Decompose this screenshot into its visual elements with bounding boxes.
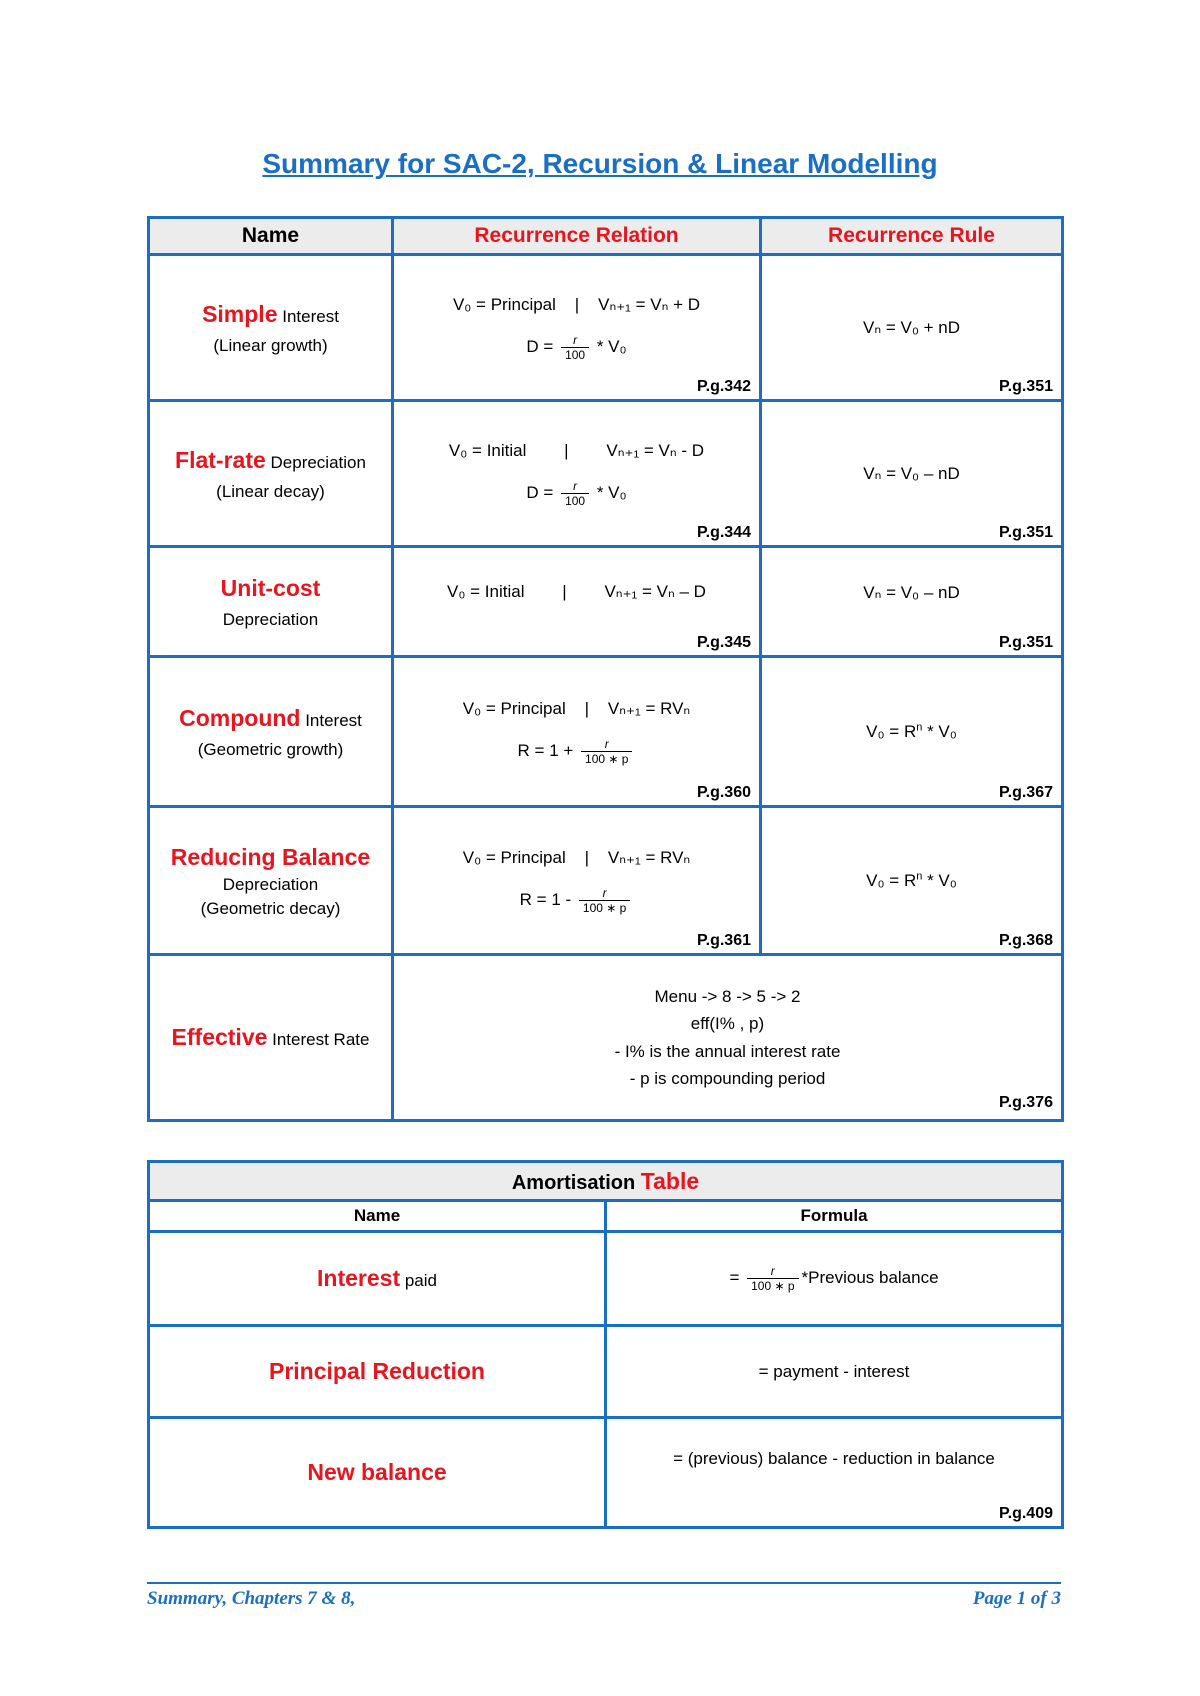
footer-divider [147, 1582, 1061, 1584]
recurrence-summary-table [147, 216, 1064, 1122]
formula-cell: = payment - interest [606, 1326, 1063, 1418]
fraction: $\frac{r}{100 ∗ p}$ [747, 1265, 798, 1292]
page-reference: P.g.342 [697, 378, 751, 395]
page-title: Summary for SAC-2, Recursion & Linear Modelling [262, 148, 938, 179]
rule-text: Vₙ = V₀ + nD [863, 317, 960, 337]
amortisation-table [147, 1160, 1064, 1529]
relation-formula: D = $\frac{r}{100}$ * V₀ [526, 332, 627, 362]
name-highlight: Compound [179, 704, 301, 731]
relation-line: V₀ = Principal | Vₙ₊₁ = RVₙ [462, 847, 691, 867]
page-reference: P.g.361 [697, 932, 751, 949]
row-name [149, 401, 393, 547]
page-reference: P.g.351 [999, 378, 1053, 395]
page-reference: P.g.376 [999, 1094, 1053, 1112]
formula-cell: = (previous) balance - reduction in balance P.g.409 [606, 1418, 1063, 1528]
rule-text: Vₙ = V₀ – nD [863, 463, 960, 483]
header-recurrence-relation: Recurrence Relation [393, 218, 761, 255]
effective-line: eff(I% , p) [690, 1014, 765, 1034]
table-row [149, 255, 1063, 401]
name-rest: Interest [277, 306, 339, 326]
effective-line: - I% is the annual interest rate [614, 1041, 841, 1061]
name-sub: (Linear decay) [216, 482, 325, 502]
recurrence-relation-cell [393, 401, 761, 547]
name-sub: (Geometric decay) [200, 898, 341, 918]
name-highlight: Unit-cost [220, 574, 321, 601]
recurrence-rule-cell [761, 807, 1063, 955]
relation-formula: R = 1 - $\frac{r}{100 ∗ p}$ [394, 887, 759, 914]
rule-text: $V_0 = R^n * V_0$ [866, 721, 957, 741]
page-reference: P.g.345 [697, 634, 751, 651]
relation-line: V₀ = Principal | Vₙ₊₁ = Vₙ + D [452, 294, 701, 314]
name-sub: Depreciation [222, 610, 319, 630]
row-name: New balance [149, 1418, 606, 1528]
table-row [149, 401, 1063, 547]
recurrence-relation-cell [393, 657, 761, 807]
row-name: Principal Reduction [149, 1326, 606, 1418]
header-name: Name [149, 1201, 606, 1232]
name-rest: Interest [300, 710, 362, 730]
rule-text: Vₙ = V₀ – nD [863, 582, 960, 602]
fraction: $\frac{r}{100}$ [561, 334, 589, 361]
name-highlight: Effective [171, 1024, 268, 1051]
table-row [149, 1232, 1063, 1326]
name-rest: Interest Rate [267, 1030, 370, 1050]
table-row [149, 807, 1063, 955]
header-recurrence-rule: Recurrence Rule [761, 218, 1063, 255]
formula-cell: = $\frac{r}{100 ∗ p}$ *Previous balance [606, 1232, 1063, 1326]
table-row [149, 1418, 1063, 1528]
name-rest: Depreciation [265, 452, 366, 472]
page-reference: P.g.409 [999, 1505, 1053, 1522]
page-reference: P.g.367 [999, 784, 1053, 801]
name-highlight: Flat-rate [175, 446, 266, 473]
row-name: Interest paid [149, 1232, 606, 1326]
relation-formula: D = $\frac{r}{100}$ * V₀ [526, 478, 627, 508]
header-formula: Formula [606, 1201, 1063, 1232]
fraction: $\frac{r}{100}$ [561, 480, 589, 507]
footer-chapter: Summary, Chapters 7 & 8, [147, 1588, 356, 1609]
table-row [149, 657, 1063, 807]
table-row [149, 1326, 1063, 1418]
effective-rate-cell [393, 955, 1063, 1121]
row-name [149, 807, 393, 955]
relation-formula: R = 1 + $\frac{r}{100 ∗ p}$ [394, 738, 759, 765]
row-name [149, 255, 393, 401]
page-reference: P.g.360 [697, 784, 751, 801]
page-reference: P.g.351 [999, 524, 1053, 541]
recurrence-relation-cell [393, 547, 761, 657]
footer-page-number: Page 1 of 3 [972, 1588, 1061, 1609]
recurrence-rule-cell [761, 547, 1063, 657]
amortisation-title: Amortisation Table [149, 1162, 1063, 1201]
rule-text: $V_0 = R^n * V_0$ [866, 870, 957, 890]
fraction: $\frac{r}{100 ∗ p}$ [579, 887, 630, 914]
row-name [149, 657, 393, 807]
row-name [149, 547, 393, 657]
name-sub: Depreciation [222, 874, 319, 894]
relation-line: V₀ = Initial | Vₙ₊₁ = Vₙ - D [448, 440, 705, 460]
effective-line: Menu -> 8 -> 5 -> 2 [654, 987, 801, 1007]
relation-line: V₀ = Principal | Vₙ₊₁ = RVₙ [462, 698, 691, 718]
table-header-row [149, 218, 1063, 255]
fraction: $\frac{r}{100 ∗ p}$ [581, 738, 632, 765]
recurrence-rule-cell [761, 657, 1063, 807]
table-row [149, 547, 1063, 657]
page-reference: P.g.344 [697, 524, 751, 541]
relation-line: V₀ = Initial | Vₙ₊₁ = Vₙ – D [447, 582, 706, 602]
header-name: Name [149, 218, 393, 255]
recurrence-relation-cell [393, 807, 761, 955]
name-sub: (Geometric growth) [197, 740, 344, 760]
recurrence-rule-cell [761, 255, 1063, 401]
name-highlight: Simple [202, 300, 278, 327]
row-name [149, 955, 393, 1121]
recurrence-relation-cell [393, 255, 761, 401]
name-sub: (Linear growth) [213, 336, 328, 356]
amortisation-title-row [149, 1162, 1063, 1201]
table-row [149, 955, 1063, 1121]
name-highlight: Reducing Balance [170, 843, 371, 870]
effective-line: - p is compounding period [629, 1068, 826, 1088]
page-reference: P.g.368 [999, 932, 1053, 949]
amortisation-header-row [149, 1201, 1063, 1232]
recurrence-rule-cell [761, 401, 1063, 547]
page-reference: P.g.351 [999, 634, 1053, 651]
